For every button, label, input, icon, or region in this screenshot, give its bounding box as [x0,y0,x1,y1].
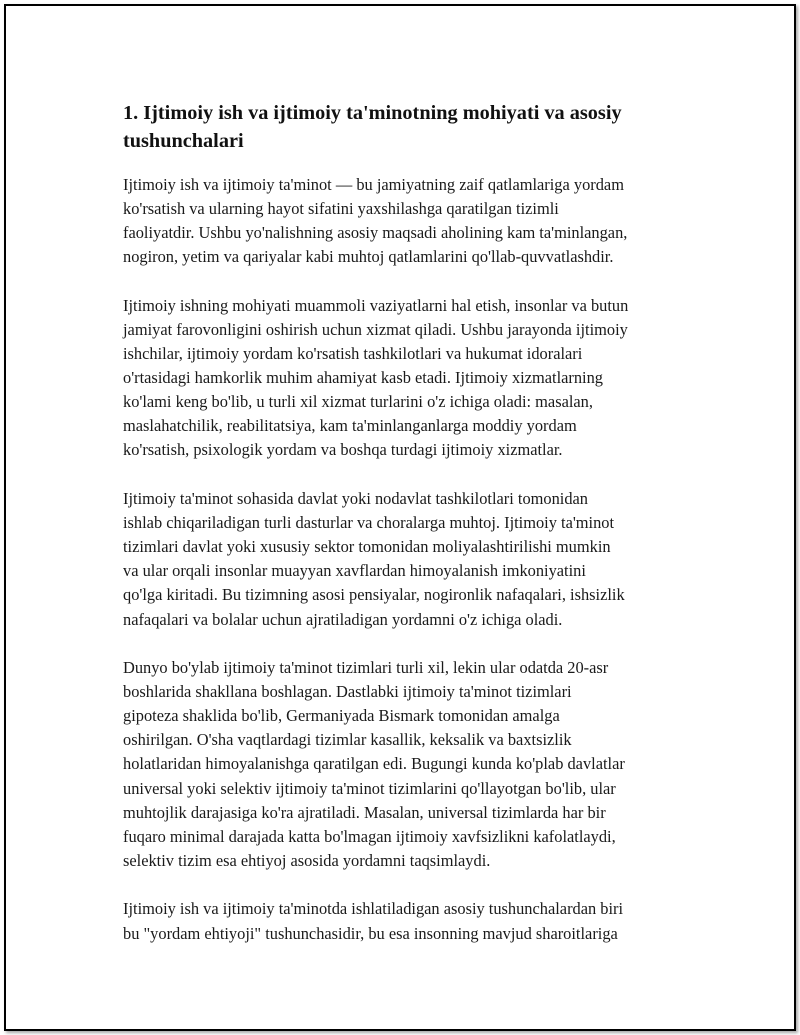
text-line: tizimlari davlat yoki xususiy sektor tomonidan moliyalashtirilishi mumkin [123,537,611,557]
paragraph-1 [123,173,698,269]
text-line: Dunyo bo'ylab ijtimoiy ta'minot tizimlari turli xil, lekin ular odatda 20-asr [123,658,609,678]
paragraph-4 [123,656,698,873]
text-line: Ijtimoiy ta'minot sohasida davlat yoki nodavlat tashkilotlari tomonidan [123,489,589,509]
page-frame [4,4,796,1031]
text-line: ko'rsatish va ularning hayot sifatini yaxshilashga qaratilgan tizimli [123,199,559,219]
text-line: o'rtasidagi hamkorlik muhim ahamiyat kasb etadi. Ijtimoiy xizmatlarning [123,368,603,388]
text-line: nogiron, yetim va qariyalar kabi muhtoj qatlamlarini qo'llab-quvvatlashdir. [123,247,614,267]
heading-line: 1. Ijtimoiy ish va ijtimoiy ta'minotning mohiyati va asosiy [123,102,622,124]
text-line: va ular orqali insonlar muayyan xavflardan himoyalanish imkoniyatini [123,561,586,581]
text-line: maslahatchilik, reabilitatsiya, kam ta'minlanganlarga moddiy yordam [123,416,577,436]
text-line: qo'lga kiritadi. Bu tizimning asosi pensiyalar, nogironlik nafaqalari, ishsizlik [123,585,625,605]
text-line: gipoteza shaklida bo'lib, Germaniyada Bismark tomonidan amalga [123,706,560,726]
heading-line: tushunchalari [123,130,244,152]
text-line: Ijtimoiy ish va ijtimoiy ta'minot — bu jamiyatning zaif qatlamlariga yordam [123,175,624,194]
paragraph-2 [123,294,698,463]
text-line: Ijtimoiy ish va ijtimoiy ta'minotda ishlatiladigan asosiy tushunchalardan biri [123,899,624,919]
text-line: ishlab chiqariladigan turli dasturlar va choralarga muhtoj. Ijtimoiy ta'minot [123,513,615,533]
text-line: fuqaro minimal darajada katta bo'lmagan ijtimoiy xavfsizlikni kafolatlaydi, [123,826,616,846]
text-line: bu "yordam ehtiyoji" tushunchasidir, bu esa insonning mavjud sharoitlariga [123,923,618,943]
text-line: selektiv tizim esa ehtiyoj asosida yordamni taqsimlaydi. [123,850,491,870]
text-line: holatlaridan himoyalanishga qaratilgan edi. Bugungi kunda ko'plab davlatlar [123,754,625,774]
text-line: oshirilgan. O'sha vaqtlardagi tizimlar kasallik, keksalik va baxtsizlik [123,730,572,750]
section-heading [123,99,698,155]
text-line: boshlarida shakllana boshlagan. Dastlabki ijtimoiy ta'minot tizimlari [123,682,572,702]
document-body [123,99,698,970]
text-line: jamiyat farovonligini oshirish uchun xizmat qiladi. Ushbu jarayonda ijtimoiy [123,319,628,339]
text-line: ishchilar, ijtimoiy yordam ko'rsatish tashkilotlari va hukumat idoralari [123,344,583,364]
paragraph-3 [123,487,698,632]
text-line: nafaqalari va bolalar uchun ajratiladigan yordamni o'z ichiga oladi. [123,609,563,629]
text-line: Ijtimoiy ishning mohiyati muammoli vaziyatlarni hal etish, insonlar va butun [123,295,629,315]
text-line: muhtojlik darajasiga ko'ra ajratiladi. Masalan, universal tizimlarda har bir [123,802,606,822]
text-line: ko'lami keng bo'lib, u turli xil xizmat turlarini o'z ichiga oladi: masalan, [123,392,593,412]
text-line: ko'rsatish, psixologik yordam va boshqa turdagi ijtimoiy xizmatlar. [123,440,563,460]
paragraph-5 [123,897,698,945]
text-line: universal yoki selektiv ijtimoiy ta'minot tizimlarini qo'llayotgan bo'lib, ular [123,778,616,798]
text-line: faoliyatdir. Ushbu yo'nalishning asosiy maqsadi aholining kam ta'minlangan, [123,223,628,243]
